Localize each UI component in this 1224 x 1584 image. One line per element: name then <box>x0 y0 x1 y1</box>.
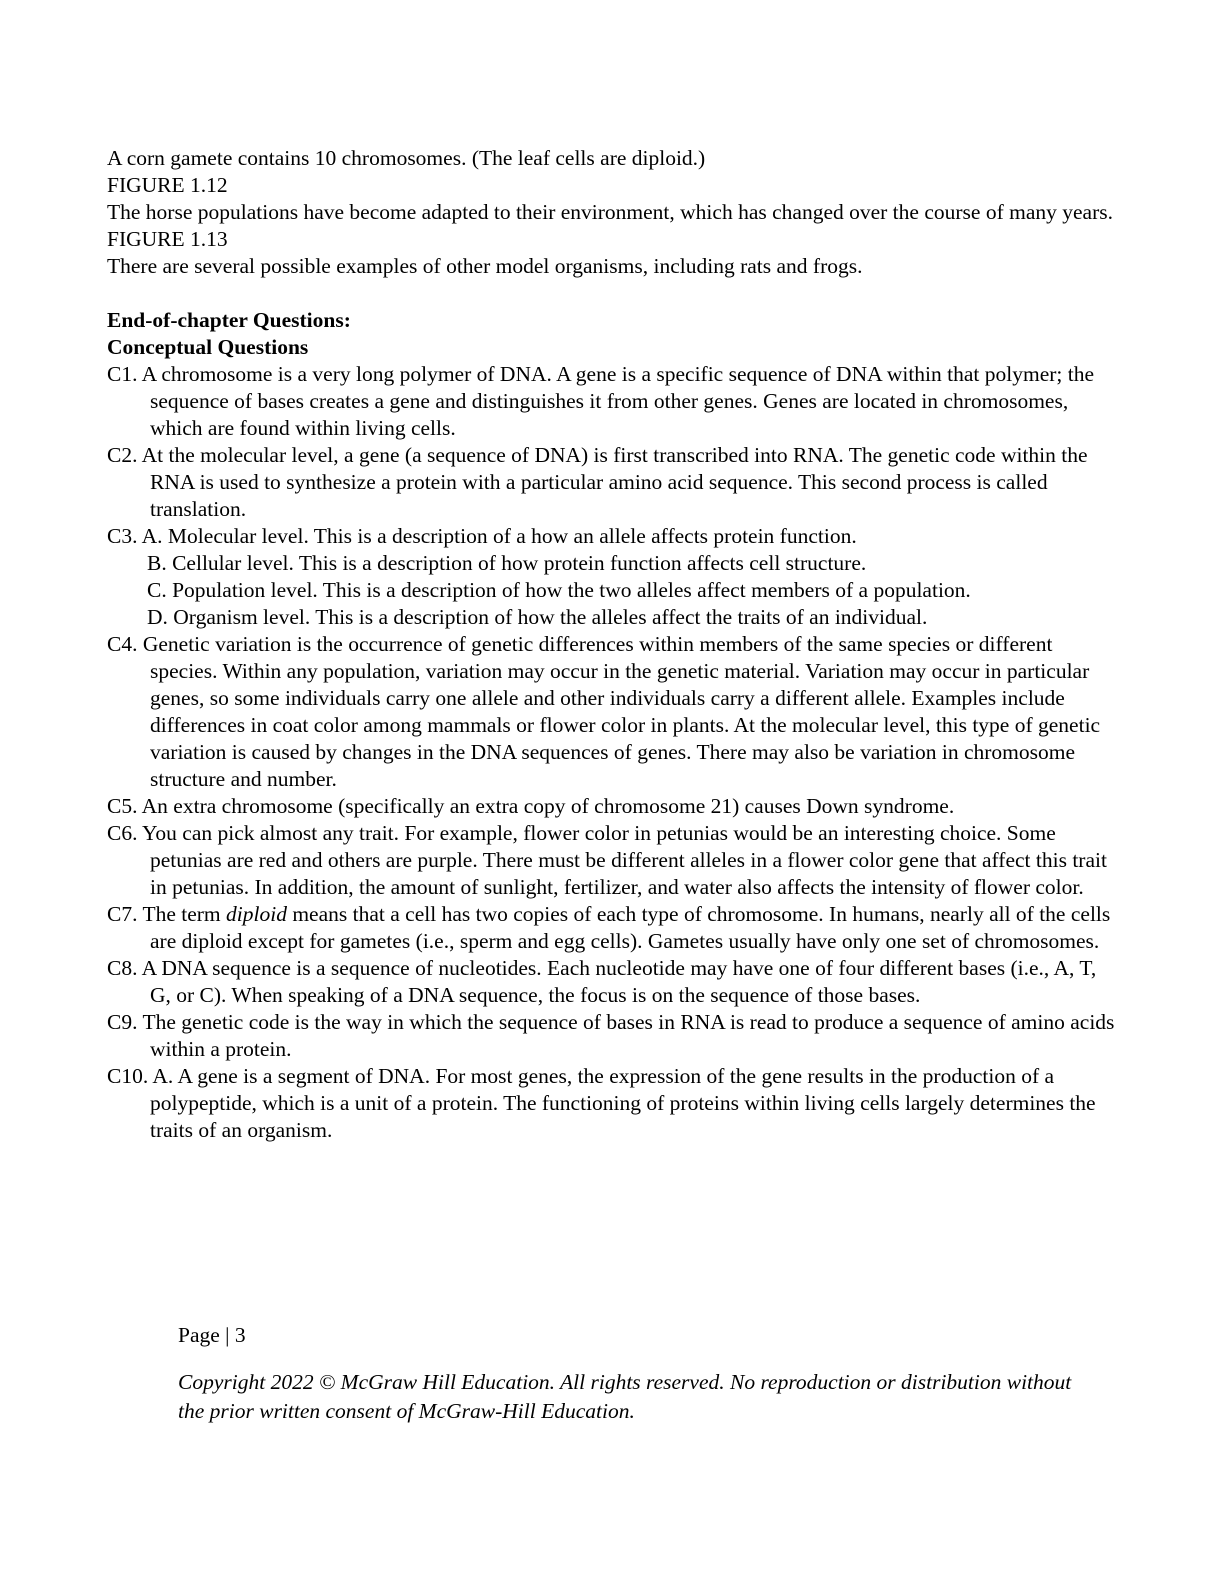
question-c4: C4. Genetic variation is the occurrence of genetic differences within members of the same species or different species. Within any population, variation may occur in the genetic material. Variation may occur in particular genes, so some individuals carry one allele and other individuals carry a different allele. Examples include differences in coat color among mammals or flower color in plants. At the molecular level, this type of genetic variation is caused by changes in the DNA sequences of genes. There may also be variation in chromosome structure and number. <box>107 632 1101 791</box>
question-c9: C9. The genetic code is the way in which the sequence of bases in RNA is read to produce a sequence of amino acids within a protein. <box>107 1010 1115 1061</box>
c7-rest: means that a cell has two copies of each type of chromosome. In humans, nearly all of the cells are diploid except for gametes (i.e., sperm and egg cells). Gametes usually have only one set of chromosomes. <box>150 902 1111 953</box>
horse-populations-text: The horse populations have become adapted to their environment, which has changed over the course of many years. <box>107 200 1113 224</box>
question-c5: C5. An extra chromosome (specifically an extra copy of chromosome 21) causes Down syndrome. <box>107 794 955 818</box>
page-content <box>107 145 1117 1144</box>
question-c1: C1. A chromosome is a very long polymer of DNA. A gene is a specific sequence of DNA within that polymer; the sequence of bases creates a gene and distinguishes it from other genes. Genes are located in chromosomes, which are found within living cells. <box>107 362 1095 440</box>
question-c3-d: D. Organism level. This is a description of how the alleles affect the traits of an individual. <box>147 605 928 629</box>
question-c6: C6. You can pick almost any trait. For example, flower color in petunias would be an interesting choice. Some petunias are red and others are purple. There must be different alleles in a flower color gene that affect this trait in petunias. In addition, the amount of sunlight, fertilizer, and water also affects the intensity of flower color. <box>107 821 1107 899</box>
c7-term-diploid: diploid <box>226 902 287 926</box>
model-organisms-text: There are several possible examples of other model organisms, including rats and frogs. <box>107 254 863 278</box>
end-of-chapter-heading: End-of-chapter Questions: <box>107 308 351 332</box>
question-c3-a: C3. A. Molecular level. This is a description of a how an allele affects protein function. <box>107 524 857 548</box>
corn-gamete-text: A corn gamete contains 10 chromosomes. (The leaf cells are diploid.) <box>107 146 706 170</box>
conceptual-questions-heading: Conceptual Questions <box>107 335 309 359</box>
question-c8: C8. A DNA sequence is a sequence of nucleotides. Each nucleotide may have one of four different bases (i.e., A, T, G, or C). When speaking of a DNA sequence, the focus is on the sequence of those bases. <box>107 956 1097 1007</box>
question-c7 <box>107 901 1117 955</box>
question-c2: C2. At the molecular level, a gene (a sequence of DNA) is first transcribed into RNA. The genetic code within the RNA is used to synthesize a protein with a particular amino acid sequence. This second process is called translation. <box>107 443 1088 521</box>
c7-prefix: C7. The term <box>107 902 227 926</box>
copyright-notice: Copyright 2022 © McGraw Hill Education. All rights reserved. No reproduction or distribution without the prior written consent of McGraw-Hill Education. <box>178 1370 1072 1423</box>
page-number: Page | 3 <box>178 1323 246 1347</box>
question-c10: C10. A. A gene is a segment of DNA. For most genes, the expression of the gene results in the production of a polypeptide, which is a unit of a protein. The functioning of proteins within living cells largely determines the traits of an organism. <box>107 1064 1096 1142</box>
page-footer <box>178 1322 1078 1448</box>
question-c3-c: C. Population level. This is a description of how the two alleles affect members of a population. <box>147 578 971 602</box>
question-c3-b: B. Cellular level. This is a description of how protein function affects cell structure. <box>147 551 867 575</box>
figure-1-12-label: FIGURE 1.12 <box>107 173 228 197</box>
figure-1-13-label: FIGURE 1.13 <box>107 227 228 251</box>
